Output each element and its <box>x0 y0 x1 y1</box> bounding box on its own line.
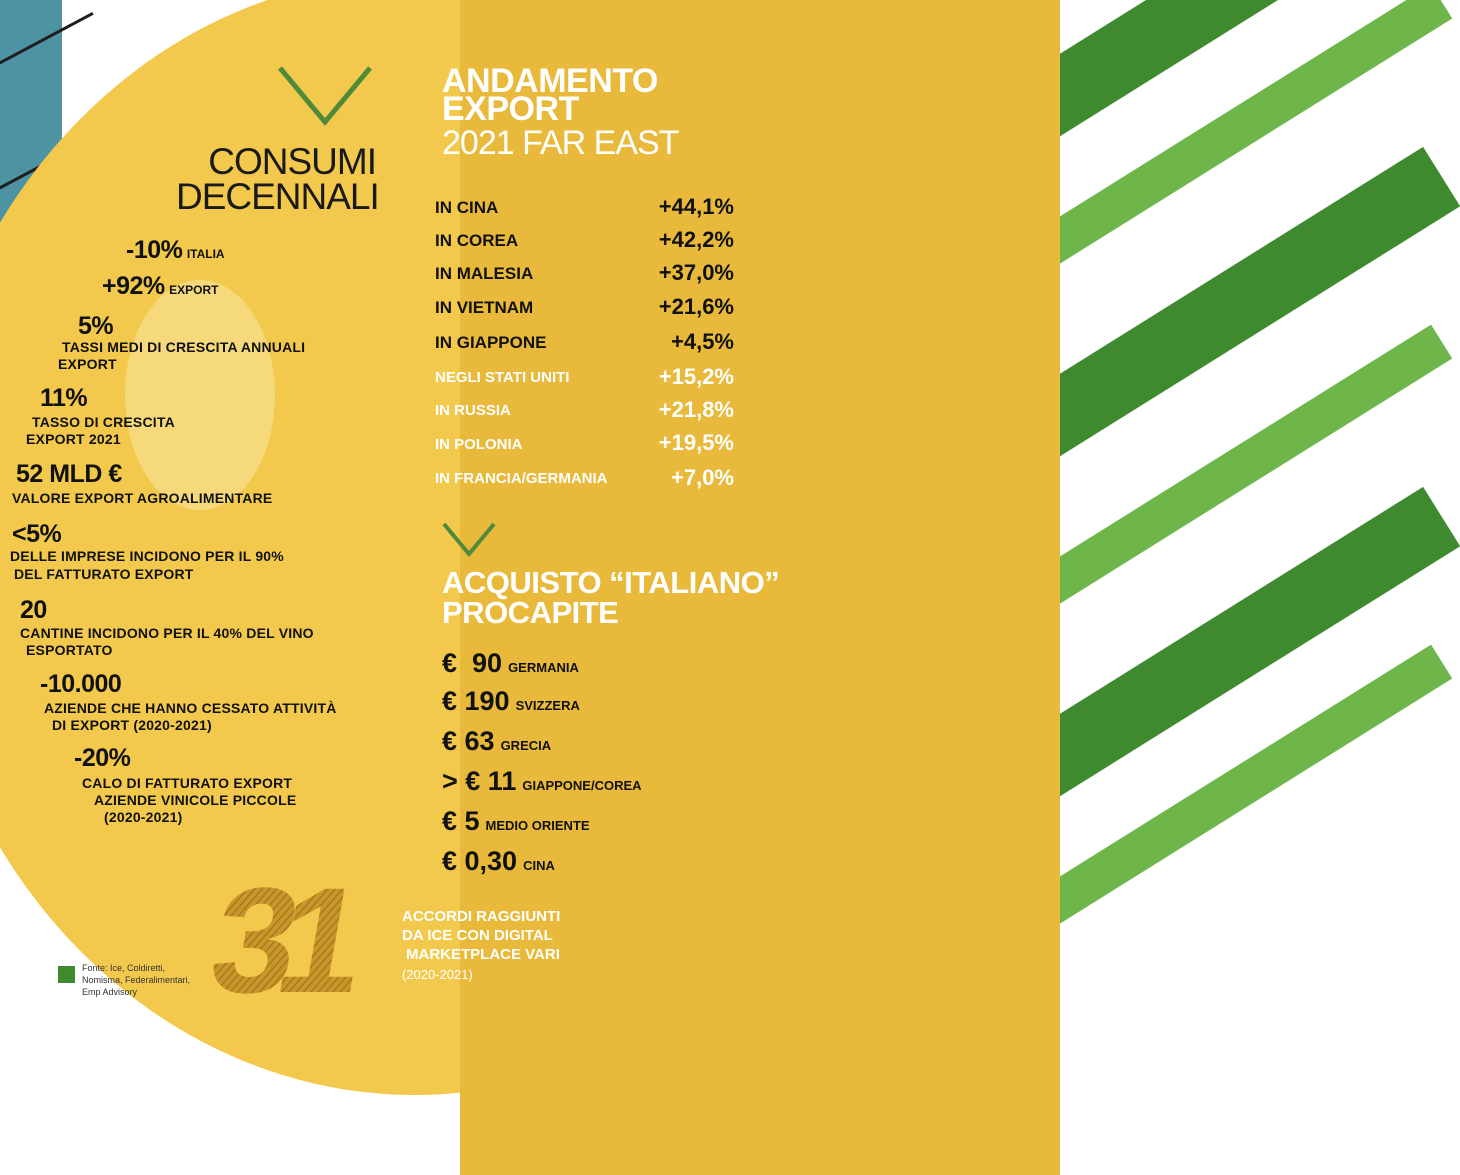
acquisto-country: GRECIA <box>500 738 552 753</box>
stat-value: -20% <box>74 744 131 772</box>
export-row-value: +42,2% <box>658 227 734 252</box>
stat-italia <box>126 236 225 265</box>
export-row-value: +15,2% <box>658 364 734 389</box>
export-row-label: IN GIAPPONE <box>435 333 547 352</box>
stat-label: EXPORT <box>169 283 219 297</box>
acquisto-item <box>442 686 580 717</box>
stat-value: 52 MLD € <box>16 460 122 488</box>
stat-label: VALORE EXPORT AGROALIMENTARE <box>12 490 273 506</box>
export-title-line3: 2021 FAR EAST <box>442 124 679 162</box>
acquisto-country: MEDIO ORIENTE <box>485 818 590 833</box>
export-row-label: IN COREA <box>435 231 519 250</box>
acquisto-amount: € 190 <box>442 686 510 716</box>
chevron-down-icon <box>440 520 498 560</box>
stat-label: CALO DI FATTURATO EXPORT <box>82 775 293 791</box>
accordi-line3: MARKETPLACE VARI <box>406 946 560 963</box>
accordi-years: (2020-2021) <box>402 967 473 982</box>
export-row-value: +44,1% <box>658 194 734 219</box>
acquisto-country: GIAPPONE/COREA <box>522 778 642 793</box>
acquisto-country: CINA <box>523 858 555 873</box>
stat-label: AZIENDE VINICOLE PICCOLE <box>94 792 297 808</box>
acquisto-title-line2: PROCAPITE <box>442 595 619 630</box>
stat-value: -10% <box>126 236 183 264</box>
stat-value: 20 <box>20 596 47 624</box>
export-row-value: +21,8% <box>658 397 734 422</box>
stat-label: TASSO DI CRESCITA <box>32 414 175 430</box>
big-number-31 <box>199 857 400 1025</box>
accordi-line2: DA ICE CON DIGITAL <box>402 927 553 944</box>
acquisto-amount: > € 11 <box>442 766 517 796</box>
export-row-value: +21,6% <box>658 294 734 319</box>
stat-value: +92% <box>102 272 165 300</box>
export-row-label: IN RUSSIA <box>435 402 511 419</box>
stat-value: 5% <box>78 312 114 340</box>
stat-label: AZIENDE CHE HANNO CESSATO ATTIVITÀ <box>44 700 337 716</box>
export-row-value: +7,0% <box>671 465 734 490</box>
export-title-line1: ANDAMENTO <box>442 62 658 100</box>
stat-label: ESPORTATO <box>26 642 113 658</box>
acquisto-item <box>442 766 642 797</box>
accordi-line1: ACCORDI RAGGIUNTI <box>402 908 561 925</box>
export-row-label: IN MALESIA <box>435 264 534 283</box>
export-row-value: +19,5% <box>658 430 734 455</box>
acquisto-amount: € 90 <box>442 648 503 678</box>
acquisto-amount: € 0,30 <box>442 846 518 876</box>
stat-value: <5% <box>12 520 62 548</box>
acquisto-country: GERMANIA <box>508 660 579 675</box>
accordi-number: 31 <box>199 857 360 1025</box>
export-row-value: +37,0% <box>658 260 734 285</box>
stat-export <box>102 272 218 301</box>
export-row-value: +4,5% <box>671 329 734 354</box>
light-glow-shape <box>125 280 275 510</box>
acquisto-item <box>442 846 555 877</box>
stat-label: DI EXPORT (2020-2021) <box>52 717 212 733</box>
acquisto-item <box>442 806 590 837</box>
stat-label: EXPORT 2021 <box>26 431 121 447</box>
stat-value: -10.000 <box>40 670 122 698</box>
export-row-label: NEGLI STATI UNITI <box>435 369 570 386</box>
consumi-title-line1: CONSUMI <box>208 141 376 182</box>
chevron-down-icon <box>276 64 374 128</box>
stat-label: EXPORT <box>58 356 117 372</box>
export-row-label: IN POLONIA <box>435 436 523 453</box>
acquisto-amount: € 63 <box>442 726 495 756</box>
stat-label: CANTINE INCIDONO PER IL 40% DEL VINO <box>20 625 314 641</box>
stat-label: TASSI MEDI DI CRESCITA ANNUALI <box>62 339 306 355</box>
acquisto-title-line1: ACQUISTO “ITALIANO” <box>442 565 780 600</box>
acquisto-amount: € 5 <box>442 806 480 836</box>
export-row-label: IN VIETNAM <box>435 298 534 317</box>
export-row-label: IN FRANCIA/GERMANIA <box>435 470 608 487</box>
stat-label: DELLE IMPRESE INCIDONO PER IL 90% <box>10 548 284 564</box>
stat-label: DEL FATTURATO EXPORT <box>14 566 194 582</box>
stat-label: ITALIA <box>186 247 225 261</box>
acquisto-item <box>442 726 551 757</box>
source-note: Fonte: Ice, Coldiretti, Nomisma, Federalimentari, Emp Advisory <box>82 963 191 997</box>
export-title-line2: EXPORT <box>442 90 579 128</box>
acquisto-item <box>442 648 579 679</box>
export-row-label: IN CINA <box>435 198 499 217</box>
source-legend-square <box>58 966 75 983</box>
acquisto-country: SVIZZERA <box>515 698 580 713</box>
stat-label: (2020-2021) <box>104 809 183 825</box>
consumi-title-line2: DECENNALI <box>176 176 379 217</box>
stat-value: 11% <box>40 384 88 412</box>
